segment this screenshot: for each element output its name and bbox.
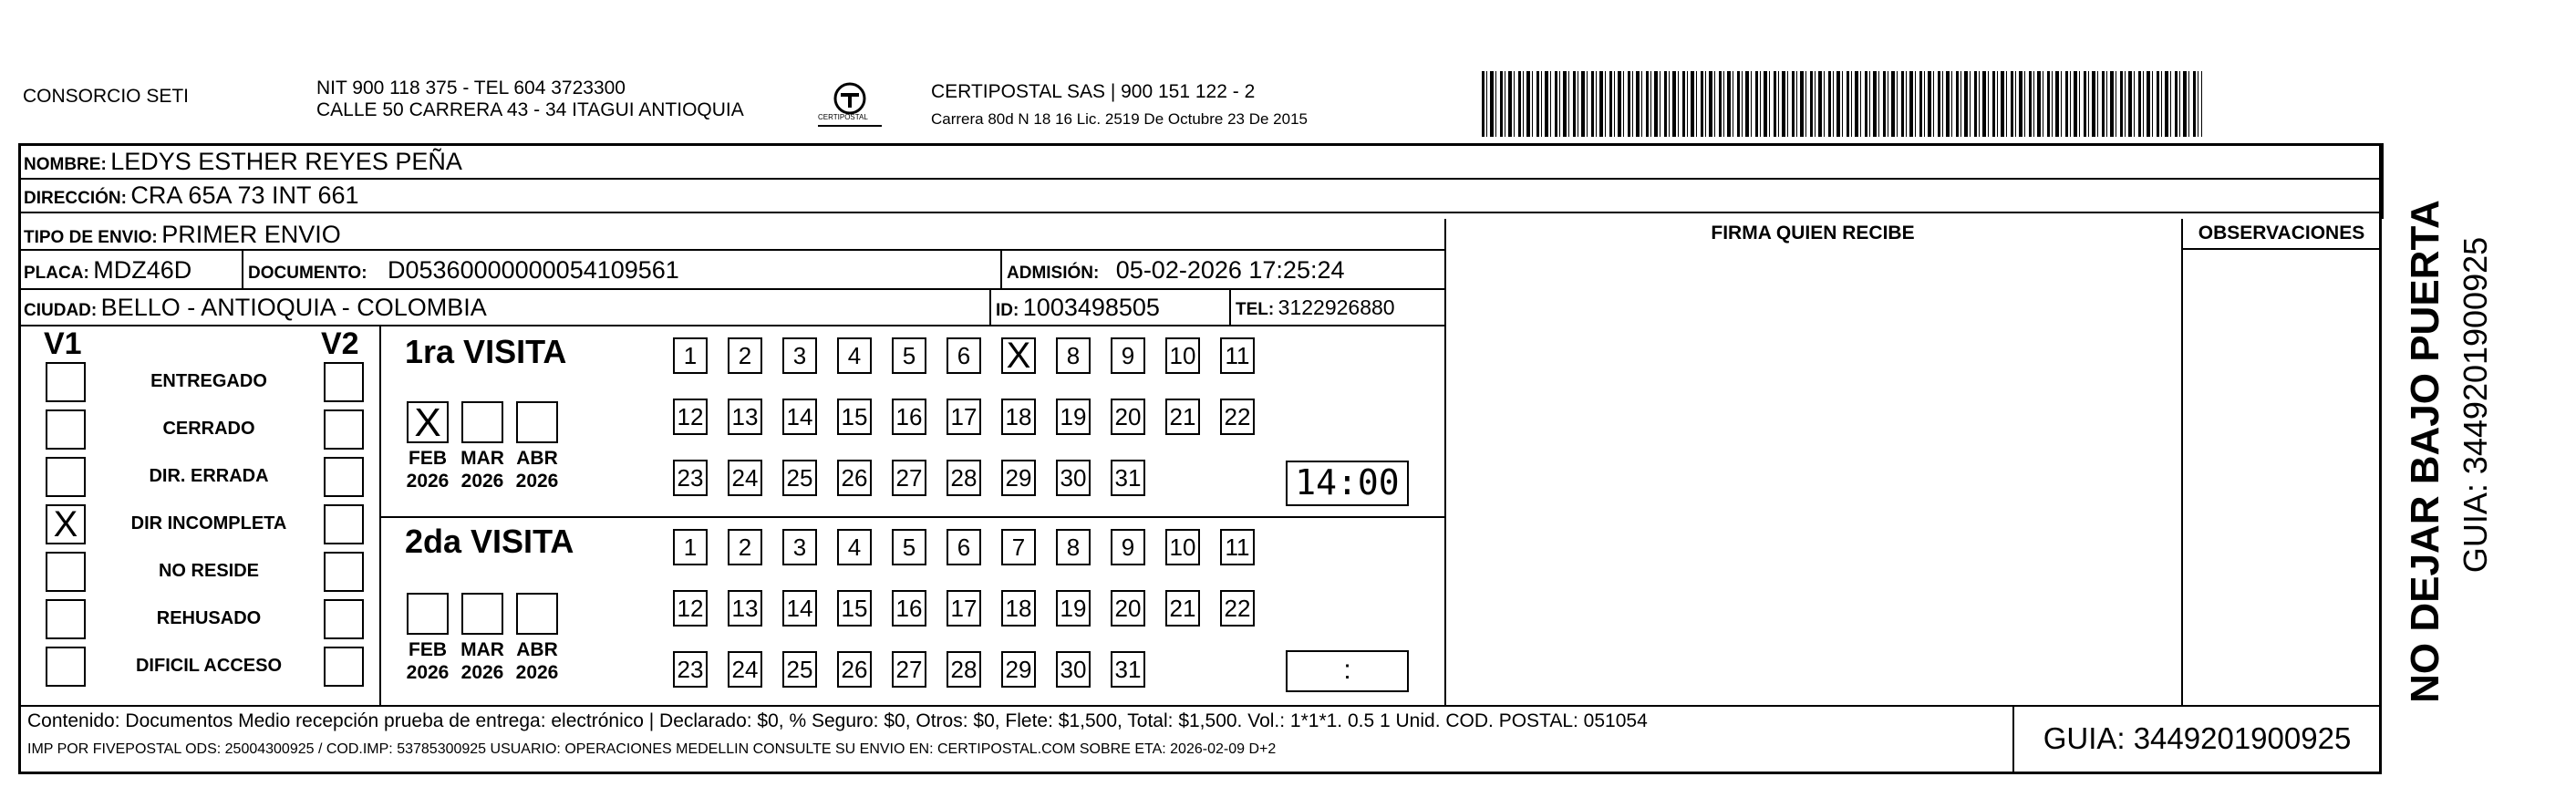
plate-field [24,254,191,290]
month-year: 2026 [460,662,504,683]
day-box[interactable]: 9 [1111,337,1145,374]
day-box[interactable]: 25 [782,651,817,688]
v2-label: V2 [321,326,359,361]
type-row [24,219,341,254]
no-dejar-text: NO DEJAR BAJO PUERTA [2403,200,2447,703]
day-box[interactable]: 24 [728,651,762,688]
month-checkbox[interactable] [407,593,449,635]
day-box[interactable]: 22 [1220,399,1255,435]
day-box[interactable]: 26 [837,460,872,496]
day-box[interactable]: 23 [673,460,708,496]
name-label: NOMBRE: [24,155,107,174]
day-box[interactable]: 13 [728,399,762,435]
day-box[interactable]: 20 [1111,590,1145,627]
side-guia-text: GUIA: 3449201900925 [2457,236,2494,574]
day-box[interactable]: 1 [673,529,708,565]
admission-field [1007,254,1345,290]
footer-contents: Contenido: Documentos Medio recepción prueba de entrega: electrónico | Declarado: $0, % Seguro: $0, Otros: $0, Flete: $1,500, Total: $1,500. Vol.: 1*1*1. 0.5 1 Unid. COD. POSTAL: 051054 [27,710,1648,731]
status-v2-checkbox[interactable] [324,504,364,544]
day-box[interactable]: 19 [1056,590,1091,627]
footer-guia: GUIA: 3449201900925 [2043,721,2352,755]
recipient-address: CRA 65A 73 INT 661 [130,181,359,209]
day-box[interactable]: 27 [892,651,926,688]
day-box[interactable]: 18 [1001,399,1036,435]
day-box[interactable]: 19 [1056,399,1091,435]
status-v1-checkbox[interactable] [46,457,86,497]
shipment-type: PRIMER ENVIO [161,221,341,248]
day-box[interactable]: 23 [673,651,708,688]
city-label: CIUDAD: [24,301,98,320]
day-box[interactable]: 2 [728,337,762,374]
month-name: FEB [409,448,447,469]
month-label [400,638,455,684]
status-v2-checkbox[interactable] [324,409,364,450]
day-box[interactable]: 12 [673,399,708,435]
document-label: DOCUMENTO: [248,264,367,283]
status-label: CERRADO [162,419,255,439]
visit1-time[interactable]: 14:00 [1286,461,1409,506]
day-box[interactable]: 3 [782,529,817,565]
status-v1-checkbox[interactable]: X [46,504,86,544]
v1-label: V1 [44,326,82,361]
type-label: TIPO DE ENVIO: [24,228,158,247]
status-label: DIFICIL ACCESO [135,656,282,676]
month-year: 2026 [406,471,450,492]
day-box[interactable]: 1 [673,337,708,374]
recipient-name: LEDYS ESTHER REYES PEÑA [110,148,462,175]
status-v2-checkbox[interactable] [324,457,364,497]
id-value: 1003498505 [1022,294,1160,321]
day-box[interactable]: 8 [1056,337,1091,374]
month-label [400,447,455,492]
day-box[interactable]: 3 [782,337,817,374]
tel-value: 3122926880 [1278,295,1395,319]
address-row [24,180,359,215]
signature-header: FIRMA QUIEN RECIBE [1711,223,1915,243]
month-name: ABR [516,639,558,660]
month-name: MAR [460,639,504,660]
certipostal-sub: Carrera 80d N 18 16 Lic. 2519 De Octubre 23 De 2015 [931,110,1308,128]
month-label [455,638,510,684]
status-label: DIR INCOMPLETA [130,513,287,533]
status-v1-checkbox[interactable] [46,599,86,639]
day-box[interactable]: 12 [673,590,708,627]
visit1-title: 1ra VISITA [405,333,567,370]
day-box[interactable]: 9 [1111,529,1145,565]
barcode [1482,71,2202,137]
status-v1-checkbox[interactable] [46,362,86,402]
day-box[interactable]: 6 [947,529,981,565]
city-value: BELLO - ANTIOQUIA - COLOMBIA [100,294,487,321]
month-year: 2026 [515,662,559,683]
status-label: DIR. ERRADA [149,466,269,486]
month-year: 2026 [460,471,504,492]
day-box[interactable]: 13 [728,590,762,627]
day-box[interactable]: 15 [837,399,872,435]
name-row [24,146,462,181]
status-label: REHUSADO [156,608,262,628]
month-label [510,638,564,684]
month-checkbox[interactable] [461,593,503,635]
day-box[interactable]: 16 [892,590,926,627]
day-box[interactable]: 16 [892,399,926,435]
month-checkbox[interactable]: X [407,401,449,443]
day-box[interactable]: 27 [892,460,926,496]
status-v2-checkbox[interactable] [324,552,364,592]
city-field [24,292,487,327]
day-box[interactable]: 21 [1165,399,1200,435]
day-box[interactable]: 10 [1165,529,1200,565]
status-v2-checkbox[interactable] [324,599,364,639]
day-box[interactable]: 28 [947,460,981,496]
month-name: MAR [460,448,504,469]
day-box[interactable]: 8 [1056,529,1091,565]
certipostal-logo [814,80,885,129]
day-box[interactable]: 7 [1001,529,1036,565]
day-box[interactable]: 4 [837,337,872,374]
document-field [248,254,679,290]
id-label: ID: [996,301,1019,320]
plate-value: MDZ46D [93,256,192,284]
observations-header: OBSERVACIONES [2198,223,2365,243]
status-v1-checkbox[interactable] [46,409,86,450]
day-box[interactable]: 24 [728,460,762,496]
id-field [996,292,1160,327]
document-value: D05360000000054109561 [388,256,679,284]
month-label [510,447,564,492]
day-box[interactable]: 4 [837,529,872,565]
day-box[interactable]: 11 [1220,529,1255,565]
tel-field [1236,292,1395,326]
day-box[interactable]: 18 [1001,590,1036,627]
day-box[interactable]: 17 [947,590,981,627]
day-box[interactable]: 31 [1111,651,1145,688]
day-box[interactable]: 21 [1165,590,1200,627]
address-line: CALLE 50 CARRERA 43 - 34 ITAGUI ANTIOQUIA [316,99,744,120]
month-year: 2026 [515,471,559,492]
day-box[interactable]: 17 [947,399,981,435]
footer-print-line: IMP POR FIVEPOSTAL ODS: 25004300925 / COD.IMP: 53785300925 USUARIO: OPERACIONES MEDELLIN CONSULTE SU ENVIO EN: CERTIPOSTAL.COM SOBRE ETA: 2026-02-09 D+2 [27,741,1277,757]
status-v2-checkbox[interactable] [324,647,364,687]
day-box[interactable]: 25 [782,460,817,496]
visit2-title: 2da VISITA [405,523,574,560]
logo-text: CERTIPOSTAL [818,113,868,121]
month-name: FEB [409,639,447,660]
day-box[interactable]: 29 [1001,460,1036,496]
day-box[interactable]: 5 [892,529,926,565]
month-checkbox[interactable] [461,401,503,443]
plate-label: PLACA: [24,264,89,283]
month-label [455,447,510,492]
day-box[interactable]: 14 [782,590,817,627]
admission-value: 05-02-2026 17:25:24 [1115,256,1345,284]
nit-line: NIT 900 118 375 - TEL 604 3723300 [316,78,626,98]
status-v1-checkbox[interactable] [46,552,86,592]
day-box[interactable]: 31 [1111,460,1145,496]
status-v1-checkbox[interactable] [46,647,86,687]
admission-label: ADMISIÓN: [1007,264,1100,283]
day-box[interactable]: 22 [1220,590,1255,627]
address-label: DIRECCIÓN: [24,189,127,208]
day-box[interactable]: X [1001,337,1036,374]
day-box[interactable]: 15 [837,590,872,627]
certipostal-line: CERTIPOSTAL SAS | 900 151 122 - 2 [931,81,1256,102]
status-label: ENTREGADO [150,371,267,391]
company-name: CONSORCIO SETI [23,86,190,107]
month-name: ABR [516,448,558,469]
status-v2-checkbox[interactable] [324,362,364,402]
day-box[interactable]: 10 [1165,337,1200,374]
day-box[interactable]: 26 [837,651,872,688]
day-box[interactable]: 29 [1001,651,1036,688]
month-checkbox[interactable] [516,401,558,443]
day-box[interactable]: 28 [947,651,981,688]
day-box[interactable]: 30 [1056,651,1091,688]
tel-label: TEL: [1236,300,1275,319]
month-checkbox[interactable] [516,593,558,635]
day-box[interactable]: 6 [947,337,981,374]
day-box[interactable]: 14 [782,399,817,435]
status-label: NO RESIDE [158,561,260,581]
visit2-time[interactable]: : [1286,650,1409,692]
day-box[interactable]: 5 [892,337,926,374]
day-box[interactable]: 20 [1111,399,1145,435]
day-box[interactable]: 30 [1056,460,1091,496]
day-box[interactable]: 11 [1220,337,1255,374]
day-box[interactable]: 2 [728,529,762,565]
month-year: 2026 [406,662,450,683]
